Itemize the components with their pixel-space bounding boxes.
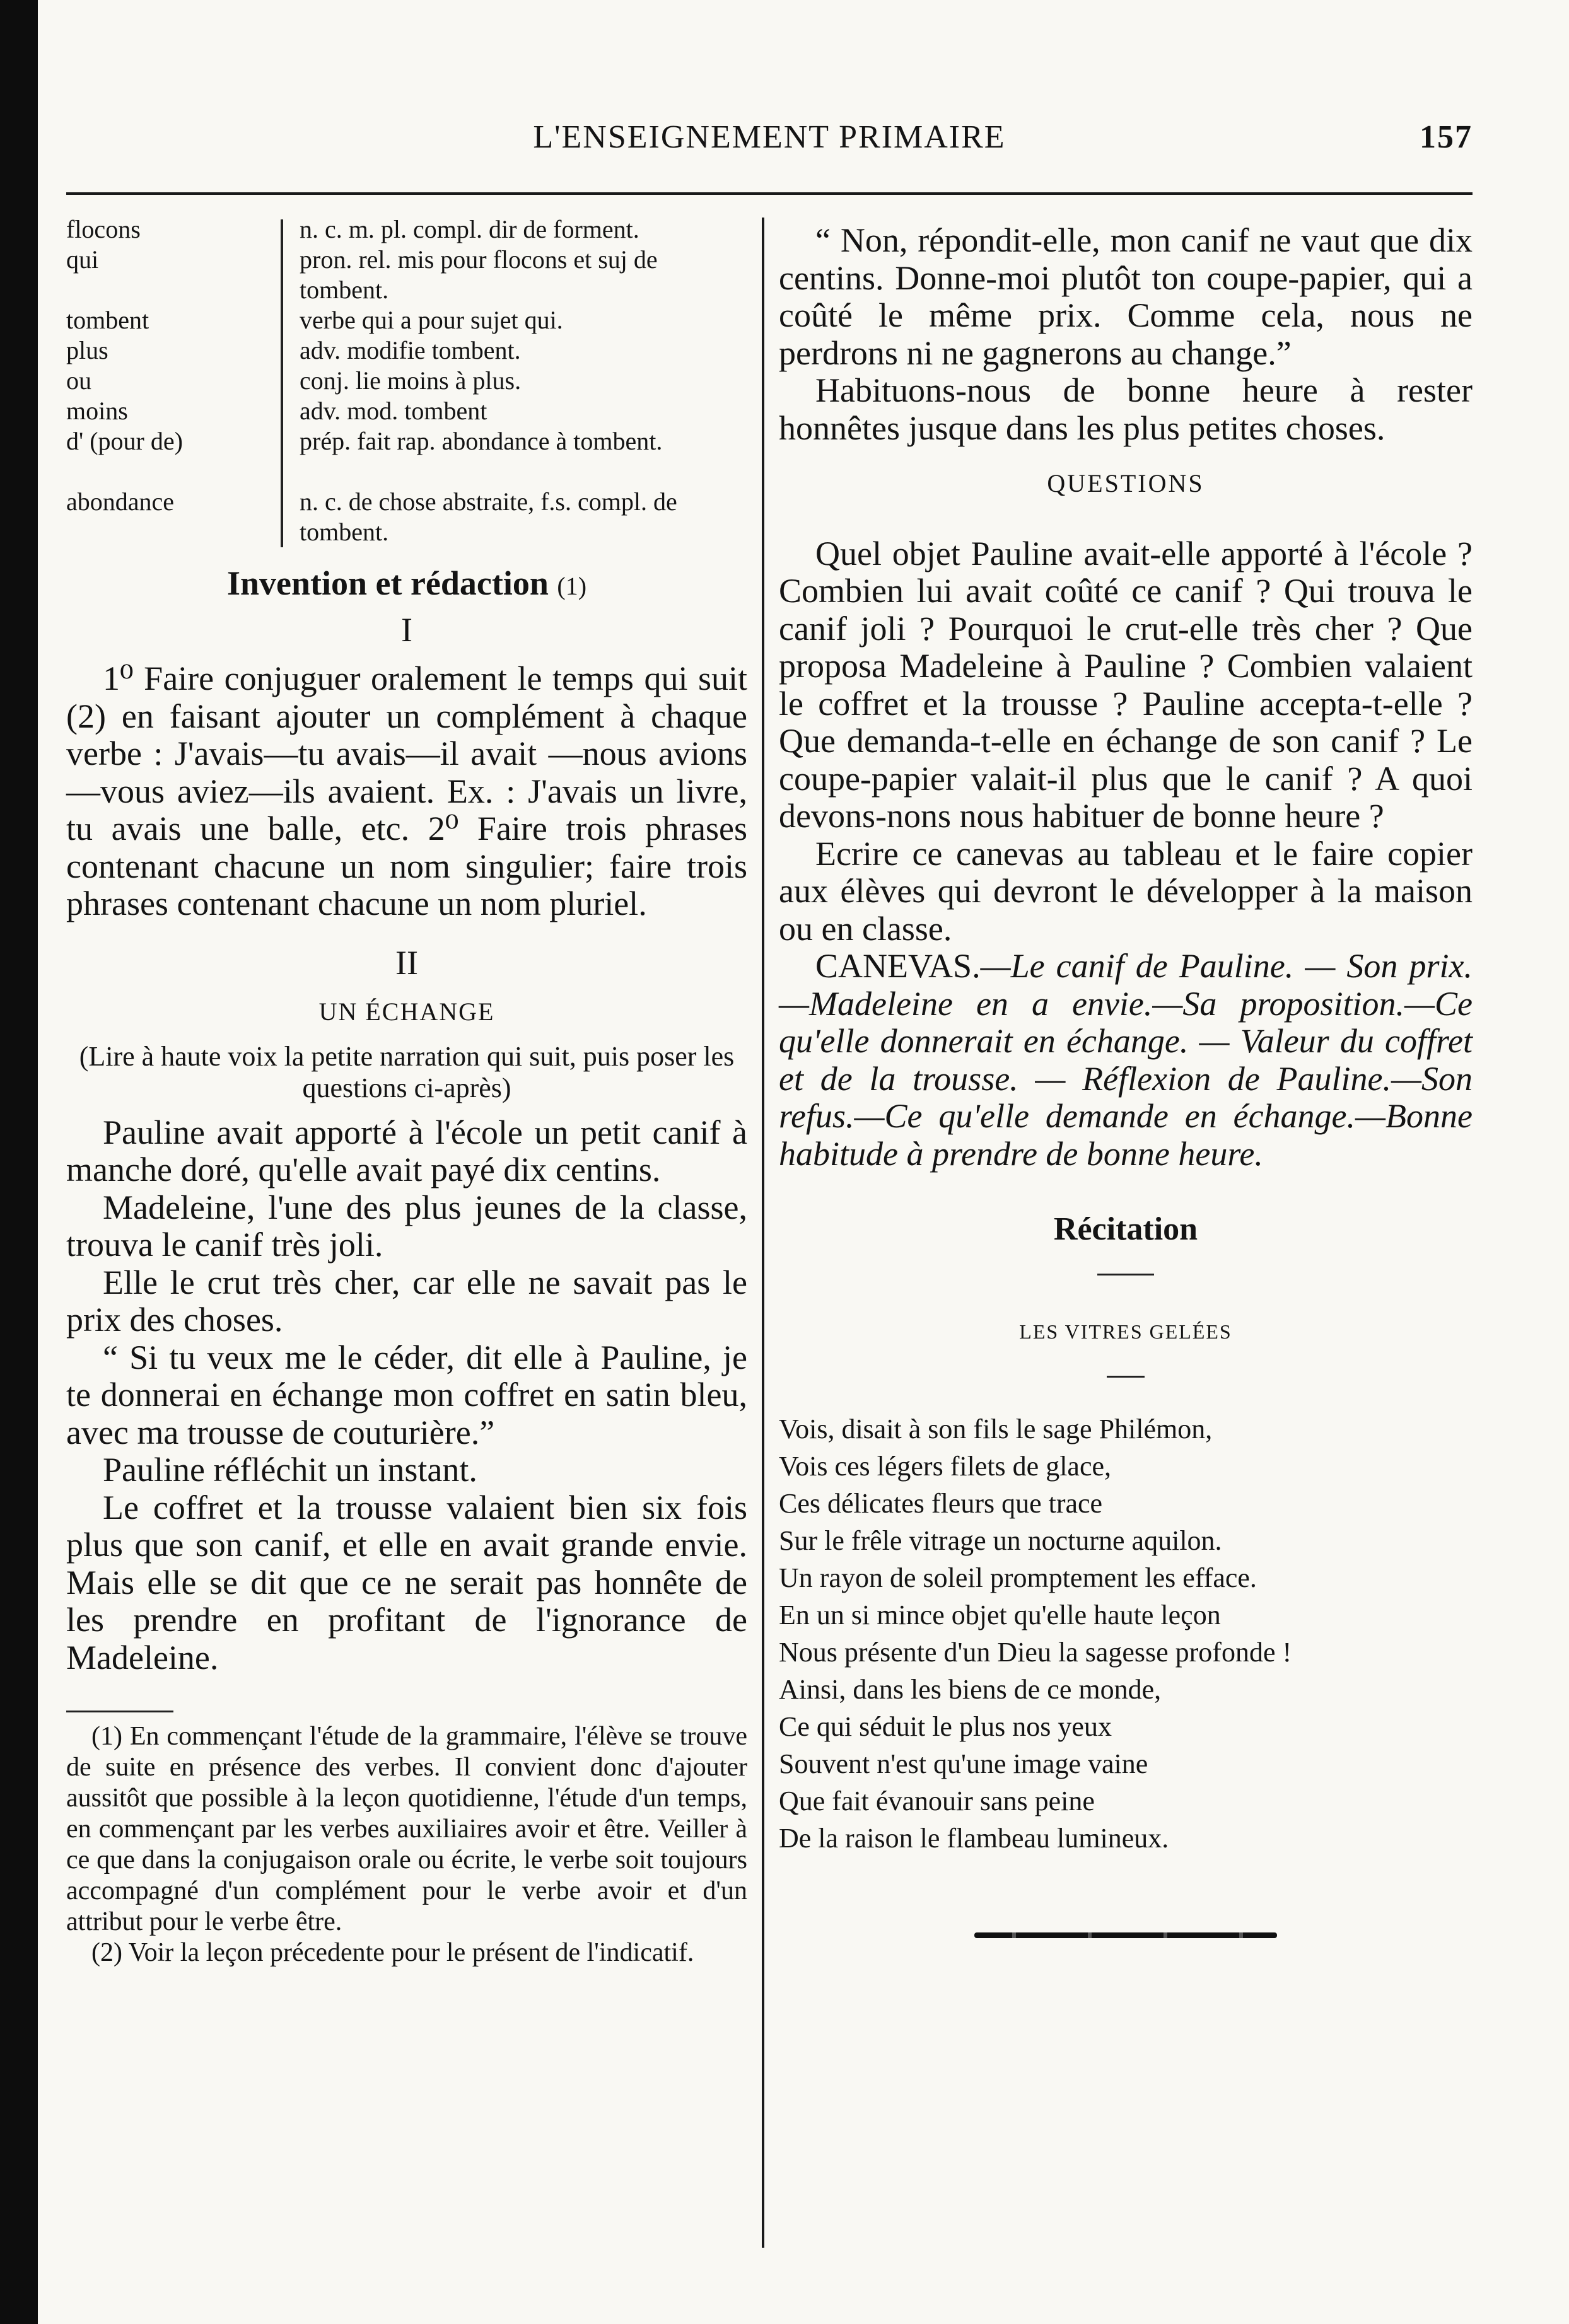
analysis-desc: conj. lie moins à plus.	[300, 366, 522, 395]
poem-line: De la raison le flambeau lumineux.	[779, 1823, 1169, 1854]
questions-text: Quel objet Pauline avait-elle apporté à l'école ? Combien lui avait coûté ce canif ? Qui trouva le canif joli ? Pourquoi le crut-elle très cher ? Que proposa Madeleine à Pauline ? Combien valaient le coffret et la trousse ? Pauline accepta-t-elle ? Que demanda-t-elle en échange de son canif ? Le coupe-papier valait-il plus que le canif ? A quoi devons-nons nous habituer de bonne heure ?	[779, 534, 1473, 835]
analysis-word: ou	[66, 366, 91, 395]
analysis-word: moins	[66, 397, 128, 425]
poem-dash	[1107, 1376, 1145, 1378]
poem-line: Nous présente d'un Dieu la sagesse profonde !	[779, 1637, 1292, 1668]
analysis-desc: adv. mod. tombent	[300, 397, 487, 425]
running-title: L'ENSEIGNEMENT PRIMAIRE	[533, 119, 1006, 155]
poem-title: LES VITRES GELÉES	[1019, 1320, 1232, 1343]
analysis-word: plus	[66, 336, 108, 364]
canevas-label: CANEVAS.	[815, 947, 981, 985]
story-instruction: (Lire à haute voix la petite narration qui suit, puis poser les questions ci-après)	[79, 1040, 735, 1103]
analysis-word: tombent	[66, 306, 149, 334]
analysis-word: abondance	[66, 487, 175, 516]
column-divider	[762, 218, 764, 2248]
poem-line: Ce qui séduit le plus nos yeux	[779, 1711, 1112, 1742]
exercise-text: 1⁰ Faire conjuguer oralement le temps qui suit (2) en faisant ajouter un complément à chaque verbe : J'avais—tu avais—il avait —nous avions—vous aviez—ils avaient. Ex. : J'avais un livre, tu avais une balle, etc. 2⁰ Faire trois phrases contenant chacune un nom singulier; faire trois phrases contenant chacune un nom pluriel.	[66, 659, 747, 922]
poem-line: Un rayon de soleil promptement les efface.	[779, 1562, 1257, 1593]
story-paragraph: “ Non, répondit-elle, mon canif ne vaut que dix centins. Donne-moi plutôt ton coupe-papier, qui a coûté le même prix. Comme cela, nous ne perdrons ni ne gagnerons au change.”	[779, 221, 1473, 372]
recitation-rule	[1097, 1274, 1154, 1275]
grammar-analysis-table	[66, 214, 747, 554]
analysis-desc: adv. modifie tombent.	[300, 336, 521, 364]
canevas-text: —Le canif de Pauline. — Son prix.—Madeleine en a envie.—Sa proposition.—Ce qu'elle donnerait en échange. — Valeur du coffret et de la trousse. — Réflexion de Pauline.—Son refus.—Ce qu'elle demande en échange.—Bonne habitude à prendre de bonne heure.	[779, 947, 1473, 1173]
recitation-title: Récitation	[1053, 1211, 1198, 1247]
analysis-desc: n. c. de chose abstraite, f.s. compl. de tombent.	[300, 487, 677, 546]
invention-title: Invention et rédaction	[226, 564, 549, 602]
analysis-word: flocons	[66, 215, 141, 243]
page-header	[66, 113, 1473, 164]
analysis-desc: pron. rel. mis pour flocons et suj de tombent.	[300, 245, 658, 304]
page-number: 157	[1420, 119, 1473, 155]
canevas	[779, 948, 1473, 1173]
invention-note-mark: (1)	[557, 572, 587, 600]
footnotes	[66, 1721, 747, 1968]
story-paragraph: Pauline avait apporté à l'école un petit canif à manche doré, qu'elle avait payé dix centins.	[66, 1113, 747, 1188]
poem	[779, 1410, 1473, 1857]
analysis-word: qui	[66, 245, 99, 274]
header-rule	[66, 192, 1473, 195]
poem-line: Que fait évanouir sans peine	[779, 1786, 1095, 1816]
footnote: (1) En commençant l'étude de la grammaire, l'élève se trouve de suite en présence des verbes. Il convient donc d'ajouter aussitôt que possible à la leçon quotidienne, l'étude d'un temps, en commençant par les verbes auxiliaires avoir et être. Veiller à ce que dans la conjugaison orale ou écrite, le verbe soit toujours accompagné d'un complément pour le verbe avoir et d'un attribut pour le verbe être.	[66, 1722, 747, 1936]
analysis-desc: prép. fait rap. abondance à tombent.	[300, 427, 663, 455]
left-column	[66, 214, 747, 1968]
poem-line: Souvent n'est qu'une image vaine	[779, 1748, 1148, 1779]
analysis-desc: n. c. m. pl. compl. dir de forment.	[300, 215, 639, 243]
moral-paragraph: Habituons-nous de bonne heure à rester honnêtes jusque dans les plus petites choses.	[779, 371, 1473, 447]
story-paragraph: Le coffret et la trousse valaient bien six fois plus que son canif, et elle en avait grande envie. Mais elle se dit que ce ne serait pas honnête de les prendre en profitant de l'ignorance de Madeleine.	[66, 1488, 747, 1676]
poem-line: Ces délicates fleurs que trace	[779, 1488, 1103, 1519]
story-paragraph: Pauline réfléchit un instant.	[103, 1451, 477, 1489]
right-column	[779, 222, 1473, 1938]
ornamental-rule	[974, 1932, 1277, 1938]
questions-title: QUESTIONS	[1047, 469, 1204, 497]
poem-line: Vois, disait à son fils le sage Philémon,	[779, 1414, 1213, 1444]
analysis-desc: verbe qui a pour sujet qui.	[300, 306, 563, 334]
poem-line: En un si mince objet qu'elle haute leçon	[779, 1600, 1221, 1630]
poem-line: Ainsi, dans les biens de ce monde,	[779, 1674, 1162, 1705]
analysis-brace-line	[281, 219, 283, 547]
part-numeral-2: II	[395, 943, 418, 982]
footnote: (2) Voir la leçon précedente pour le présent de l'indicatif.	[91, 1938, 694, 1967]
footnote-rule	[66, 1711, 173, 1712]
story-title: UN ÉCHANGE	[318, 997, 495, 1026]
section-heading-invention	[66, 565, 747, 605]
story-paragraph: Madeleine, l'une des plus jeunes de la classe, trouva le canif très joli.	[66, 1188, 747, 1264]
canevas-instruction: Ecrire ce canevas au tableau et le faire copier aux élèves qui devront le développer à la maison ou en classe.	[779, 834, 1473, 948]
scan-page-edge	[0, 0, 38, 2324]
poem-line: Sur le frêle vitrage un nocturne aquilon.	[779, 1525, 1222, 1556]
poem-line: Vois ces légers filets de glace,	[779, 1451, 1112, 1482]
analysis-word: d' (pour de)	[66, 427, 183, 455]
story-paragraph: Elle le crut très cher, car elle ne savait pas le prix des choses.	[66, 1263, 747, 1339]
story-paragraph: “ Si tu veux me le céder, dit elle à Pauline, je te donnerai en échange mon coffret en satin bleu, avec ma trousse de couturière.”	[66, 1338, 747, 1451]
part-numeral-1: I	[401, 610, 412, 649]
